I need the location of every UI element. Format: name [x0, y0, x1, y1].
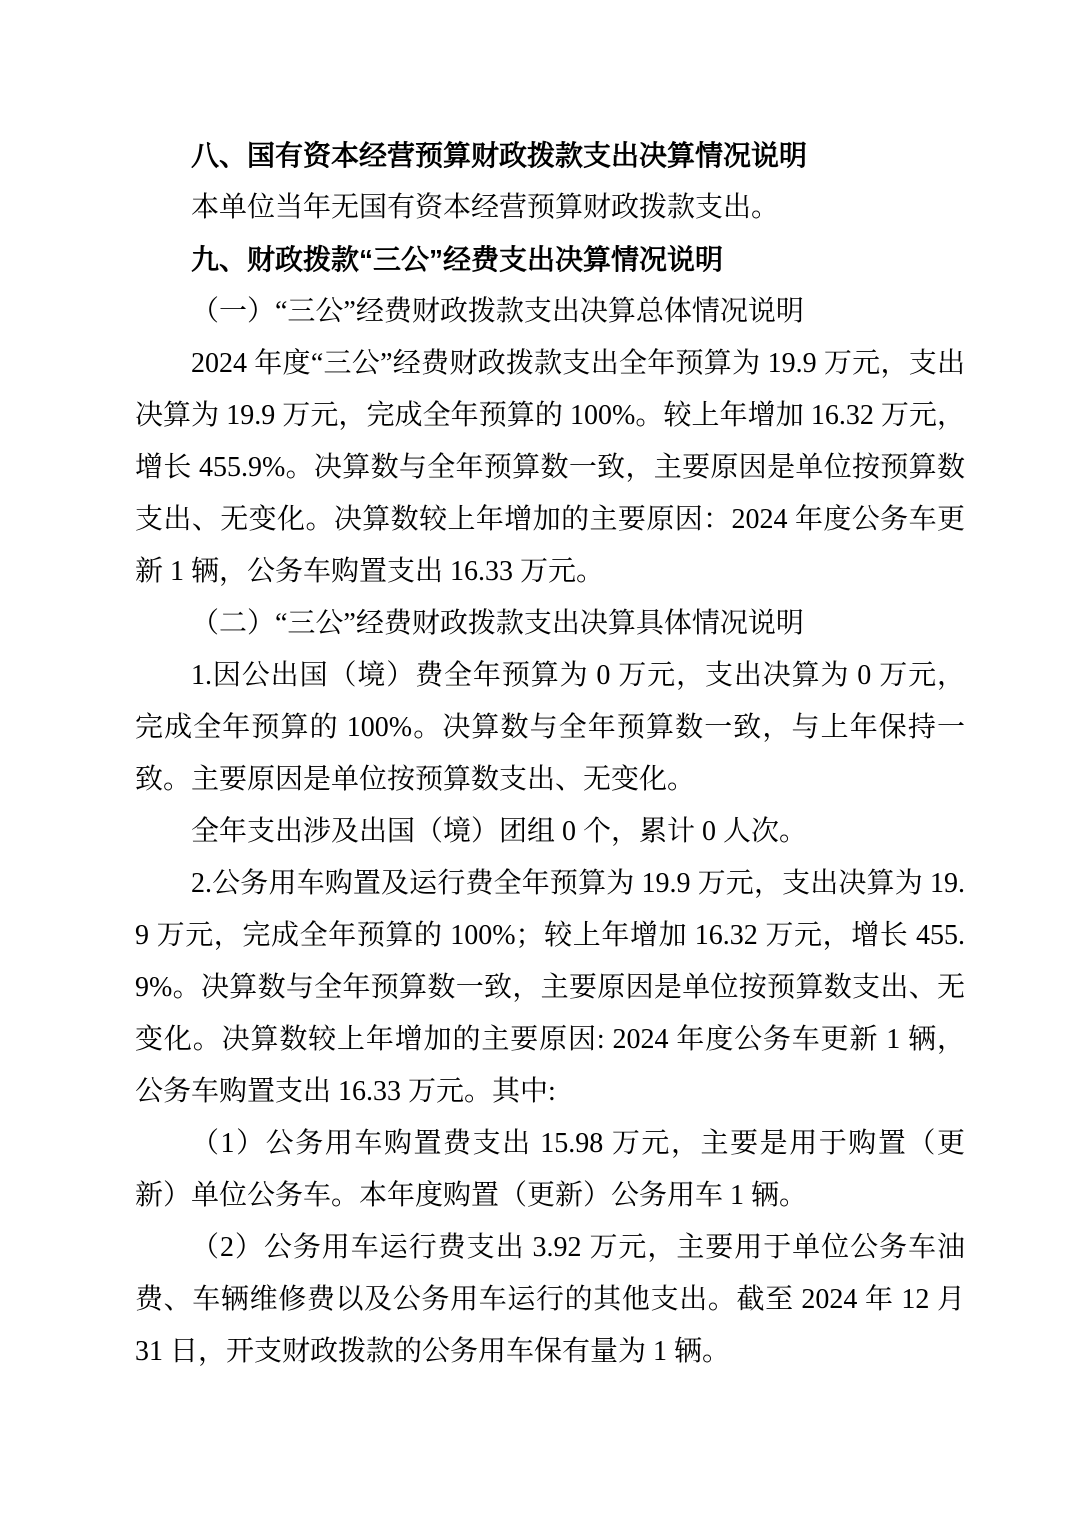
- section-heading-three-public-funds: 九、财政拨款“三公”经费支出决算情况说明: [191, 244, 724, 275]
- section-heading-state-capital: 八、国有资本经营预算财政拨款支出决算情况说明: [191, 140, 808, 171]
- paragraph-official-vehicle-expense: 2.公务用车购置及运行费全年预算为 19.9 万元，支出决算为 19.9 万元，完成全年预算的 100%；较上年增加 16.32 万元，增长 455.9%。决算数与全年预算数一致，主要原因是单位按预算数支出、无变化。决算数较上年增加的主要原因: 2024 年度公务车更新 1 辆，公务车购置支出 16.33 万元。其中:: [135, 868, 965, 1107]
- paragraph-overseas-groups-count: 全年支出涉及出国（境）团组 0 个，累计 0 人次。: [191, 816, 808, 847]
- subheading-overall-situation: （一）“三公”经费财政拨款支出决算总体情况说明: [191, 296, 804, 327]
- paragraph-overall-budget-details: 2024 年度“三公”经费财政拨款支出全年预算为 19.9 万元，支出决算为 19.9 万元，完成全年预算的 100%。较上年增加 16.32 万元，增长 455.9%。决算数与全年预算数一致，主要原因是单位按预算数支出、无变化。决算数较上年增加的主要原因：2024 年度公务车更新 1 辆，公务车购置支出 16.33 万元。: [135, 348, 965, 587]
- document-body: [135, 130, 965, 1378]
- paragraph-overseas-travel-expense: 1.因公出国（境）费全年预算为 0 万元，支出决算为 0 万元，完成全年预算的 100%。决算数与全年预算数一致，与上年保持一致。主要原因是单位按预算数支出、无变化。: [135, 660, 965, 795]
- paragraph-vehicle-operation-detail: （2）公务用车运行费支出 3.92 万元，主要用于单位公务车油费、车辆维修费以及公务用车运行的其他支出。截至 2024 年 12 月 31 日，开支财政拨款的公务用车保有量为 1 辆。: [135, 1232, 965, 1367]
- paragraph-no-state-capital-expenditure: 本单位当年无国有资本经营预算财政拨款支出。: [191, 192, 780, 223]
- paragraph-vehicle-purchase-detail: （1）公务用车购置费支出 15.98 万元，主要是用于购置（更新）单位公务车。本年度购置（更新）公务用车 1 辆。: [135, 1128, 965, 1211]
- subheading-specific-situation: （二）“三公”经费财政拨款支出决算具体情况说明: [191, 608, 804, 639]
